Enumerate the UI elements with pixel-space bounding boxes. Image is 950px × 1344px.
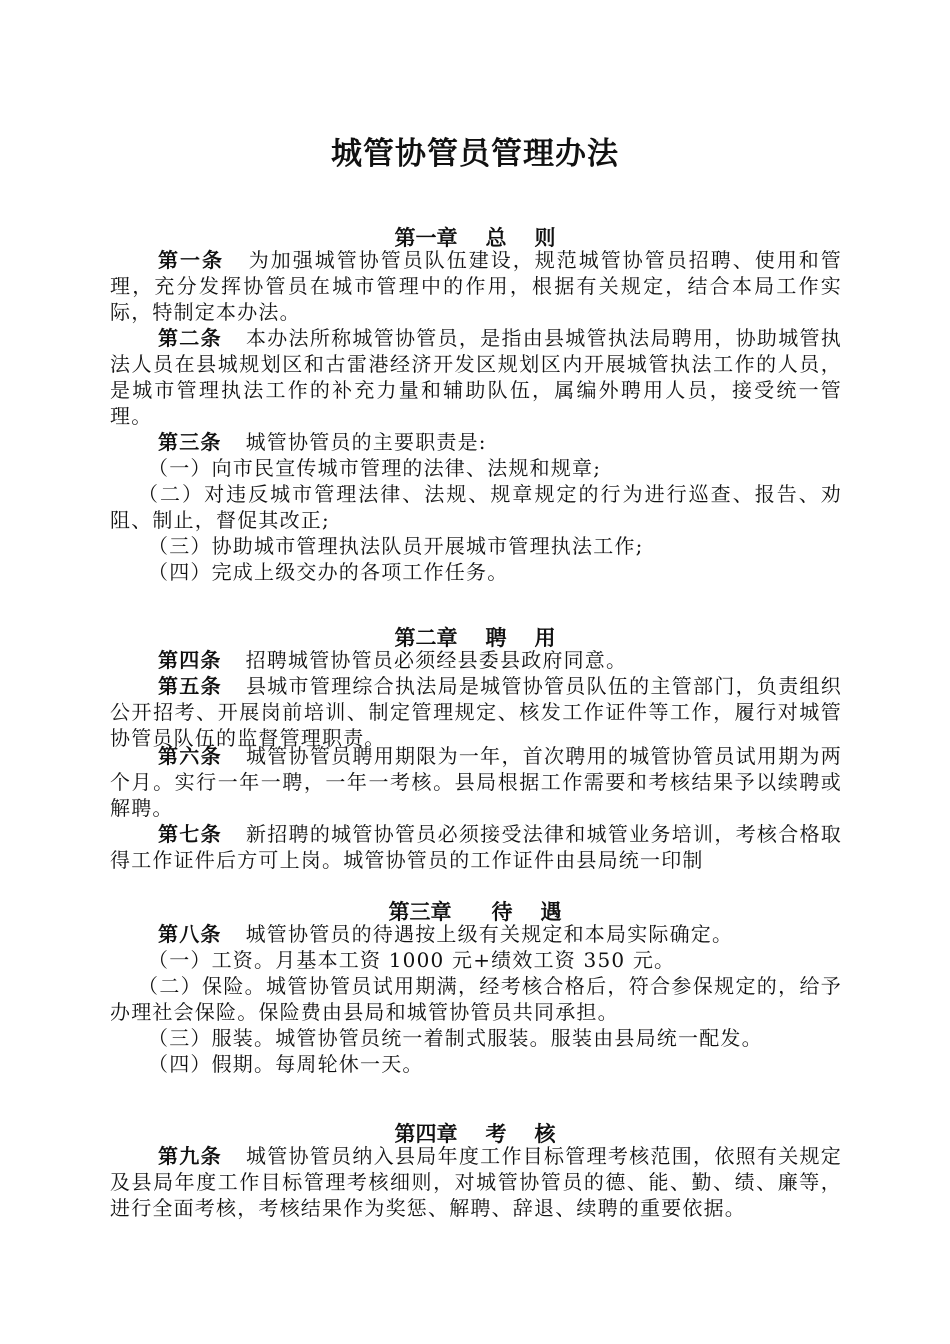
chapter-4-name-b: 核 (534, 1122, 556, 1146)
article-8-text: 城管协管员的待遇按上级有关规定和本局实际确定。 (245, 922, 734, 946)
article-2-label: 第二条 (158, 326, 222, 350)
article-4-label: 第四条 (158, 648, 222, 672)
duty-item-3: （三）协助城市管理执法队员开展城市管理执法工作; (148, 534, 644, 558)
article-6-label: 第六条 (158, 744, 222, 768)
article-7 (110, 821, 842, 873)
article-9-label: 第九条 (158, 1144, 222, 1168)
article-2-text: 本办法所称城管协管员，是指由县城管执法局聘用，协助城管执法人员在县城规划区和古雷港经济开发区规划区内开展城管执法工作的人员，是城市管理执法工作的补充力量和辅助队伍，属编外聘用人员，接受统一管理。 (110, 326, 842, 428)
article-7-text: 新招聘的城管协管员必须接受法律和城管业务培训，考核合格取得工作证件后方可上岗。城管协管员的工作证件由县局统一印制 (110, 822, 842, 872)
article-8 (110, 921, 842, 947)
article-1-label: 第一条 (158, 248, 224, 272)
chapter-4-prefix: 第四章 (394, 1122, 458, 1146)
document-title: 城管协管员管理办法 (331, 136, 619, 172)
chapter-2-name-a: 聘 (485, 626, 507, 650)
chapter-3-name-a: 待 (491, 900, 513, 924)
benefit-item-1: （一）工资。月基本工资 1000 元+绩效工资 350 元。 (148, 948, 676, 972)
benefit-item-3: （三）服装。城管协管员统一着制式服装。服装由县局统一配发。 (148, 1026, 763, 1050)
article-4-text: 招聘城管协管员必须经县委县政府同意。 (245, 648, 628, 672)
article-9 (110, 1143, 842, 1221)
chapter-1-prefix: 第一章 (394, 226, 458, 250)
article-4 (110, 647, 842, 673)
article-7-label: 第七条 (158, 822, 222, 846)
article-5-label: 第五条 (158, 674, 222, 698)
chapter-3-name-b: 遇 (540, 900, 562, 924)
article-8-label: 第八条 (158, 922, 222, 946)
duty-item-1: （一）向市民宣传城市管理的法律、法规和规章; (148, 456, 602, 480)
chapter-2-prefix: 第二章 (394, 626, 458, 650)
benefit-item-4: （四）假期。每周轮休一天。 (148, 1052, 424, 1076)
article-1 (110, 247, 842, 325)
article-9-text: 城管协管员纳入县局年度工作目标管理考核范围，依照有关规定及县局年度工作目标管理考核细则，对城管协管员的德、能、勤、绩、廉等，进行全面考核，考核结果作为奖惩、解聘、辞退、续聘的重要依据。 (110, 1144, 842, 1220)
chapter-1-name-a: 总 (485, 226, 507, 250)
article-6 (110, 743, 842, 821)
chapter-1-name-b: 则 (534, 226, 556, 250)
article-2 (110, 325, 842, 429)
article-3-label: 第三条 (158, 430, 222, 454)
article-5 (110, 673, 842, 751)
duty-item-4: （四）完成上级交办的各项工作任务。 (148, 560, 509, 584)
benefit-item-2: （二）保险。城管协管员试用期满，经考核合格后，符合参保规定的，给予办理社会保险。保险费由县局和城管协管员共同承担。 (110, 974, 842, 1024)
chapter-4-name-a: 考 (485, 1122, 507, 1146)
article-5-text: 县城市管理综合执法局是城管协管员队伍的主管部门，负责组织公开招考、开展岗前培训、制定管理规定、核发工作证件等工作，履行对城管协管员队伍的监督管理职责。 (110, 674, 842, 750)
chapter-2-name-b: 用 (534, 626, 556, 650)
article-6-text: 城管协管员聘用期限为一年，首次聘用的城管协管员试用期为两个月。实行一年一聘，一年一考核。县局根据工作需要和考核结果予以续聘或解聘。 (110, 744, 842, 820)
article-3 (110, 429, 842, 455)
article-1-text: 为加强城管协管员队伍建设，规范城管协管员招聘、使用和管理，充分发挥协管员在城市管理中的作用，根据有关规定，结合本局工作实际，特制定本办法。 (110, 248, 842, 324)
chapter-3-prefix: 第三章 (388, 900, 452, 924)
article-3-text: 城管协管员的主要职责是: (245, 430, 487, 454)
duty-item-2: （二）对违反城市管理法律、法规、规章规定的行为进行巡查、报告、劝阻、制止，督促其改正; (110, 482, 842, 532)
